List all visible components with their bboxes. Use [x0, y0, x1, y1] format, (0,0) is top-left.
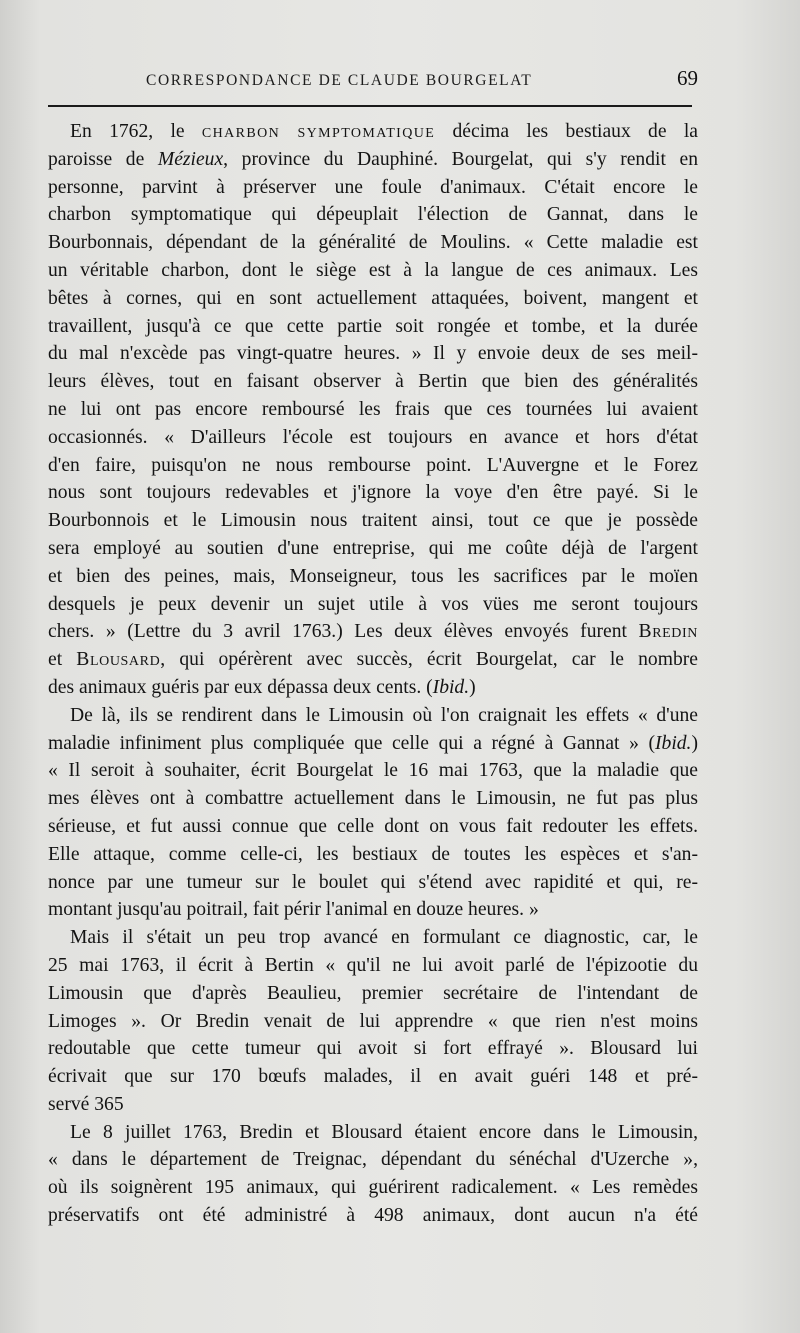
page-number: 69 [677, 66, 698, 90]
text-line [48, 618, 698, 646]
text-segment: travaillent, jusqu'à ce que cette partie soit rongée et tombe, et la durée [48, 315, 698, 337]
text-line [48, 201, 698, 229]
text-line [48, 507, 698, 535]
text-segment: Mézieux [157, 148, 224, 170]
text-segment: Ibid. [655, 732, 692, 754]
text-segment: charbon symptomatique qui dépeuplait l'élection de Gannat, dans le [48, 204, 698, 226]
text-line [48, 896, 698, 924]
body-text [48, 118, 698, 1230]
text-segment: du mal n'excède pas vingt-quatre heures. » Il y envoie deux de ses meil- [48, 343, 698, 365]
text-segment: leurs élèves, tout en faisant observer à Bertin que bien des généralités [48, 371, 698, 393]
text-line [48, 702, 698, 730]
text-line [48, 1202, 698, 1230]
text-segment: montant jusqu'au poitrail, fait périr l'animal en douze heures. » [48, 899, 539, 921]
text-line [48, 869, 698, 897]
text-segment: desquels je peux devenir un sujet utile à vos vües me seront toujours [48, 593, 698, 615]
text-line [48, 646, 698, 674]
text-segment: Bredin [638, 621, 698, 643]
text-segment: 25 mai 1763, il écrit à Bertin « qu'il ne lui avoit parlé de l'épizootie du [48, 954, 698, 976]
text-segment: et bien des peines, mais, Monseigneur, tous les sacrifices par le moïen [48, 565, 698, 587]
text-segment: préservatifs ont été administré à 498 animaux, dont aucun n'a été [48, 1205, 698, 1227]
text-line [48, 340, 698, 368]
text-line [48, 424, 698, 452]
text-line [48, 229, 698, 257]
text-line [48, 813, 698, 841]
text-line [48, 757, 698, 785]
text-segment: et [48, 649, 77, 671]
text-segment: Ibid. [432, 676, 470, 698]
text-line [48, 174, 698, 202]
text-segment: occasionnés. « D'ailleurs l'école est toujours en avance et hors d'état [48, 426, 698, 448]
text-line [48, 591, 698, 619]
text-segment: chers. » (Lettre du 3 avril 1763.) Les deux élèves envoyés furent [48, 621, 639, 643]
text-segment: En 1762, le [70, 121, 202, 142]
text-segment: décima les bestiaux de la [435, 121, 698, 142]
text-line [48, 535, 698, 563]
text-segment: paroisse de [48, 148, 158, 170]
text-segment: CHARBON SYMPTOMATIQUE [201, 126, 436, 141]
text-segment: ) [691, 732, 698, 754]
text-line [48, 1063, 698, 1091]
text-line [48, 257, 698, 285]
text-segment: Elle attaque, comme celle-ci, les bestiaux de toutes les espèces et s'an- [48, 843, 698, 865]
text-segment: « Il seroit à souhaiter, écrit Bourgelat le 16 mai 1763, que la maladie que [48, 760, 698, 782]
text-segment: , qui opérèrent avec succès, écrit Bourgelat, car le nombre [160, 649, 698, 671]
text-segment: où ils soignèrent 195 animaux, qui guérirent radicalement. « Les remèdes [48, 1177, 698, 1199]
text-segment: mes élèves ont à combattre actuellement dans le Limousin, ne fut pas plus [48, 788, 698, 810]
text-segment: servé 365 [48, 1093, 124, 1115]
text-line [48, 952, 698, 980]
text-line [48, 1119, 698, 1147]
text-line [48, 1091, 698, 1119]
text-segment: écrivait que sur 170 bœufs malades, il en avait guéri 148 et pré- [48, 1066, 698, 1088]
text-segment: Le 8 juillet 1763, Bredin et Blousard étaient encore dans le Limousin, [70, 1121, 698, 1143]
text-line [48, 313, 698, 341]
text-line [48, 1174, 698, 1202]
text-segment: redoutable que cette tumeur qui avoit si fort effrayé ». Blousard lui [48, 1038, 698, 1060]
text-segment: Limousin que d'après Beaulieu, premier secrétaire de l'intendant de [48, 982, 698, 1004]
text-segment: Bourbonnois et le Limousin nous traitent ainsi, tout ce que je possède [48, 510, 698, 532]
text-line [48, 479, 698, 507]
header-rule [48, 105, 692, 107]
text-line [48, 1146, 698, 1174]
text-segment: Limoges ». Or Bredin venait de lui apprendre « que rien n'est moins [48, 1010, 698, 1032]
text-segment: De là, ils se rendirent dans le Limousin où l'on craignait les effets « d'une [70, 704, 698, 726]
text-segment: ) [469, 676, 476, 698]
text-segment: d'en faire, puisqu'on ne nous rembourse point. L'Auvergne et le Forez [48, 454, 698, 476]
text-line [48, 730, 698, 758]
text-segment: nonce par une tumeur sur le boulet qui s'étend avec rapidité et qui, re- [48, 871, 698, 893]
text-line [48, 980, 698, 1008]
text-line [48, 452, 698, 480]
text-segment: personne, parvint à préserver une foule d'animaux. C'était encore le [48, 176, 698, 198]
text-line [48, 396, 698, 424]
text-segment: , province du Dauphiné. Bourgelat, qui s'y rendit en [223, 148, 698, 170]
text-line [48, 1008, 698, 1036]
text-segment: sera employé au soutien d'une entreprise, qui me coûte déjà de l'argent [48, 537, 698, 559]
text-line [48, 674, 698, 702]
page-header [48, 66, 698, 96]
text-line [48, 924, 698, 952]
text-segment: des animaux guéris par eux dépassa deux cents. ( [48, 676, 433, 698]
text-line [48, 841, 698, 869]
text-line [48, 118, 698, 146]
text-line [48, 785, 698, 813]
text-segment: sérieuse, et fut aussi connue que celle dont on vous fait redouter les effets. [48, 815, 698, 837]
running-title: CORRESPONDANCE DE CLAUDE BOURGELAT [146, 72, 533, 89]
text-line [48, 1035, 698, 1063]
text-segment: nous sont toujours redevables et j'ignore la voye d'en être payé. Si le [48, 482, 698, 504]
text-segment: Bourbonnais, dépendant de la généralité de Moulins. « Cette maladie est [48, 232, 698, 254]
text-line [48, 285, 698, 313]
text-segment: un véritable charbon, dont le siège est à la langue de ces animaux. Les [48, 259, 698, 281]
text-line [48, 368, 698, 396]
text-line [48, 146, 698, 174]
text-segment: bêtes à cornes, qui en sont actuellement attaquées, boivent, mangent et [48, 287, 698, 309]
text-segment: « dans le département de Treignac, dépendant du sénéchal d'Uzerche », [48, 1149, 698, 1171]
text-line [48, 563, 698, 591]
text-segment: Blousard [76, 649, 161, 671]
text-segment: maladie infiniment plus compliquée que celle qui a régné à Gannat » ( [48, 732, 655, 754]
text-segment: Mais il s'était un peu trop avancé en formulant ce diagnostic, car, le [70, 927, 698, 949]
text-segment: ne lui ont pas encore remboursé les frais que ces tournées lui avaient [48, 398, 698, 420]
